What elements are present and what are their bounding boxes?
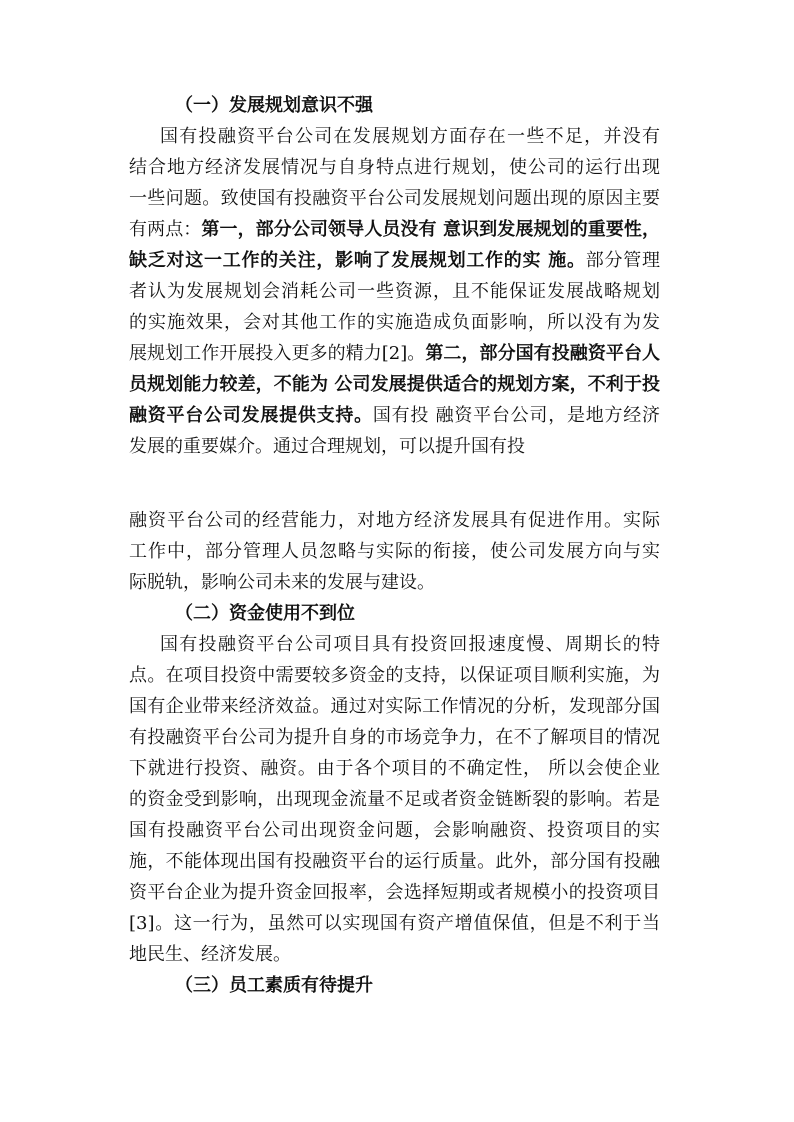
text: 点。在项目投资中需要较多资金的支持，以保证项目顺利实施，为: [129, 665, 660, 686]
text: 发展的重要媒介。通过合理规划，可以提升国有投: [129, 436, 525, 457]
paragraph-line: [129, 183, 660, 214]
paragraph-line: [129, 536, 660, 567]
paragraph-line: [129, 214, 660, 245]
paragraph-line: [129, 722, 660, 753]
paragraph-line: [129, 815, 660, 846]
section-heading: [175, 90, 373, 121]
text: 施，不能体现出国有投融资平台的运行质量。此外，部分国有投融: [129, 851, 660, 872]
paragraph-line: [129, 245, 660, 276]
text: 国有投 融资平台公司，是地方经济: [372, 405, 660, 426]
paragraph-line: [129, 276, 660, 307]
bold-text: 员规划能力较差，不能为 公司发展提供适合的规划方案，不利于投: [129, 374, 660, 395]
paragraph-line: [160, 121, 660, 152]
bold-text: （一）发展规划意识不强: [175, 95, 373, 116]
text: 下就进行投资、融资。由于各个项目的不确定性， 所以会使企业: [129, 758, 660, 779]
text: 有投融资平台公司为提升自身的市场竞争力，在不了解项目的情况: [129, 727, 660, 748]
text: 国有投融资平台公司在发展规划方面存在一些不足，并没有: [160, 126, 660, 147]
text: 一些问题。致使国有投融资平台公司发展规划问题出现的原因主要: [129, 188, 660, 209]
bold-text: 缺乏对这一工作的关注，影响了发展规划工作的实 施。: [129, 250, 586, 271]
text: 资平台企业为提升资金回报率，会选择短期或者规模小的投资项目: [129, 882, 660, 903]
paragraph-line: [129, 400, 660, 431]
paragraph-line: [129, 939, 660, 970]
paragraph-line: [129, 431, 660, 462]
text: 结合地方经济发展情况与自身特点进行规划，使公司的运行出现: [129, 157, 660, 178]
paragraph-line: [129, 567, 660, 598]
paragraph-line: [129, 152, 660, 183]
text: 国有投融资平台公司项目具有投资回报速度慢、周期长的特: [160, 634, 660, 655]
bold-text: 第一，部分公司领导人员没有 意识到发展规划的重要性，: [201, 219, 661, 240]
text: 融资平台公司的经营能力，对地方经济发展具有促进作用。实际: [129, 510, 660, 531]
text: 国有投融资平台公司出现资金问题，会影响融资、投资项目的实: [129, 820, 660, 841]
text: 工作中，部分管理人员忽略与实际的衔接，使公司发展方向与实: [129, 541, 660, 562]
paragraph-line: [129, 338, 660, 369]
text: 际脱轨，影响公司未来的发展与建设。: [129, 572, 435, 593]
bold-text: 融资平台公司发展提供支持。: [129, 405, 373, 426]
paragraph-line: [129, 691, 660, 722]
text: 者认为发展规划会消耗公司一些资源，且不能保证发展战略规划: [129, 281, 660, 302]
paragraph-line: [129, 877, 660, 908]
paragraph-line: [129, 505, 660, 536]
section-heading: [175, 970, 373, 1001]
bold-text: 第二，部分国有投融资平台人: [425, 343, 661, 364]
text: 的实施效果，会对其他工作的实施造成负面影响，所以没有为发: [129, 312, 660, 333]
section-heading: [175, 598, 355, 629]
paragraph-line: [129, 307, 660, 338]
paragraph-line: [129, 753, 660, 784]
text: 国有企业带来经济效益。通过对实际工作情况的分析，发现部分国: [129, 696, 660, 717]
bold-text: （二）资金使用不到位: [175, 603, 355, 624]
paragraph-line: [129, 660, 660, 691]
bold-text: （三）员工素质有待提升: [175, 975, 373, 996]
text: 地民生、经济发展。: [129, 944, 291, 965]
paragraph-line: [160, 629, 660, 660]
paragraph-line: [129, 369, 660, 400]
text: 的资金受到影响，出现现金流量不足或者资金链断裂的影响。若是: [129, 789, 660, 810]
text: 有两点：: [129, 219, 202, 240]
paragraph-line: [129, 908, 660, 939]
text: 部分管理: [585, 250, 661, 271]
text: 展规划工作开展投入更多的精力[2]。: [129, 343, 426, 364]
paragraph-line: [129, 846, 660, 877]
text: [3]。这一行为，虽然可以实现国有资产增值保值，但是不利于当: [129, 913, 660, 934]
paragraph-line: [129, 784, 660, 815]
